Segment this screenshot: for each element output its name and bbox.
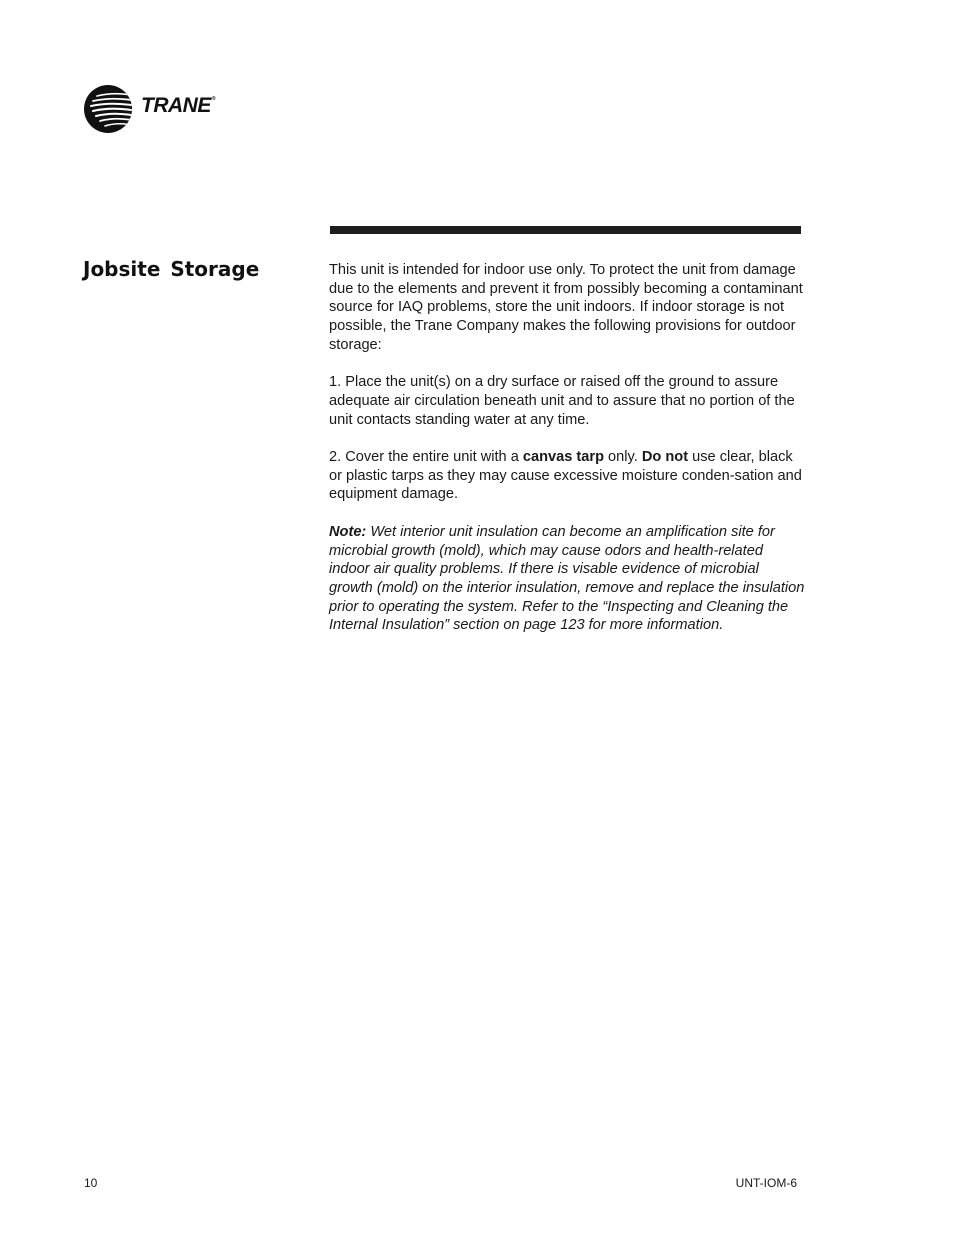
storage-step-2 [329, 448, 805, 504]
section-divider [330, 226, 801, 234]
storage-step-1: 1. Place the unit(s) on a dry surface or raised off the ground to assure adequate air circulation beneath unit and to assure that no portion of the unit contacts standing water at any time. [329, 374, 795, 428]
step-2-bold-do-not: Do not [641, 449, 689, 465]
section-body [329, 261, 805, 635]
step-2-bold-canvas-tarp: canvas tarp [522, 449, 604, 465]
step-2-text-c: use clear, black or plastic tarps as they may cause excessive moisture conden-sation and equipment damage. [329, 449, 802, 503]
step-2-text-a: 2. Cover the entire unit with a [329, 449, 523, 465]
page-number: 10 [84, 1176, 98, 1190]
logo-wordmark [141, 94, 215, 118]
document-id: UNT-IOM-6 [735, 1176, 797, 1190]
intro-paragraph: This unit is intended for indoor use only. To protect the unit from damage due to the elements and prevent it from possibly becoming a contaminant source for IAQ problems, store the unit indoors. If indoor storage is not possible, the Trane Company makes the following provisions for outdoor storage: [329, 262, 803, 353]
note-label: Note: [329, 523, 367, 540]
trane-logo [83, 84, 215, 134]
logo-registered-mark: ® [211, 96, 216, 102]
note-text: Wet interior unit insulation can become an amplification site for microbial growth (mold), which may cause odors and health-related indoor air quality problems. If there is visable evidence of microbial growth (mold) on the interior insulation, remove and replace the insulation prior to operating the system. Refer to the “Inspecting and Cleaning the Internal Insulation” section on page 123 for more information. [329, 523, 805, 634]
trane-logo-mark-icon [83, 84, 133, 134]
note-paragraph [329, 523, 805, 635]
step-2-text-b: only. [604, 449, 642, 465]
section-title: Jobsite Storage [83, 257, 260, 281]
logo-brand-text: TRANE [141, 94, 211, 117]
